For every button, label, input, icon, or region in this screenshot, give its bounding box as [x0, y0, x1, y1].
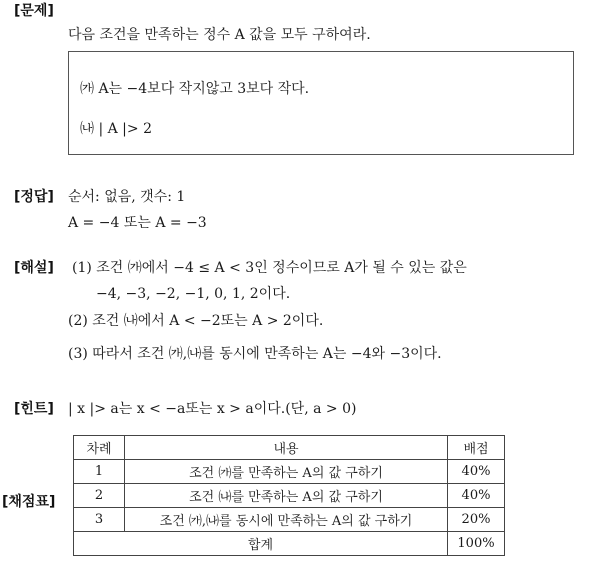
table-row: [74, 508, 505, 532]
row-content: 조건 ㈎,㈏를 동시에 만족하는 A의 값 구하기: [125, 508, 448, 532]
header-order: 차례: [74, 436, 125, 460]
solution-step2: (2) 조건 ㈏에서 A < −2또는 A > 2이다.: [68, 313, 324, 329]
problem-question: 다음 조건을 만족하는 정수 A 값을 모두 구하여라.: [68, 27, 371, 43]
scoring-table: [73, 435, 505, 556]
solution-step1b: −4, −3, −2, −1, 0, 1, 2이다.: [96, 286, 291, 302]
condition-ga: ㈎ A는 −4보다 작지않고 3보다 작다.: [80, 81, 310, 97]
row-content: 조건 ㈎를 만족하는 A의 값 구하기: [125, 460, 448, 484]
row-content: 조건 ㈏를 만족하는 A의 값 구하기: [125, 484, 448, 508]
row-order: 2: [74, 484, 125, 508]
answer-line1: 순서: 없음, 갯수: 1: [68, 189, 186, 205]
table-row: [74, 460, 505, 484]
header-points: 배점: [448, 436, 505, 460]
row-points: 40%: [448, 460, 505, 484]
solution-label: [해설]: [14, 260, 54, 276]
scoring-header-row: [74, 436, 505, 460]
answer-line2: A = −4 또는 A = −3: [68, 215, 207, 231]
total-points: 100%: [448, 532, 505, 556]
row-order: 3: [74, 508, 125, 532]
answer-label: [정답]: [14, 189, 54, 205]
hint-text: | x |> a는 x < −a또는 x > a이다.(단, a > 0): [68, 401, 357, 417]
total-row: [74, 532, 505, 556]
hint-label: [힌트]: [14, 401, 54, 417]
scoring-label: [채점표]: [2, 494, 56, 510]
table-row: [74, 484, 505, 508]
row-order: 1: [74, 460, 125, 484]
condition-box: [68, 51, 574, 155]
total-label: 합계: [74, 532, 448, 556]
solution-step3: (3) 따라서 조건 ㈎,㈏를 동시에 만족하는 A는 −4와 −3이다.: [68, 346, 442, 362]
row-points: 40%: [448, 484, 505, 508]
header-content: 내용: [125, 436, 448, 460]
row-points: 20%: [448, 508, 505, 532]
condition-na: ㈏ | A |> 2: [80, 121, 152, 137]
solution-step1a: (1) 조건 ㈎에서 −4 ≤ A < 3인 정수이므로 A가 될 수 있는 값은: [72, 260, 467, 276]
problem-label: [문제]: [14, 3, 54, 19]
